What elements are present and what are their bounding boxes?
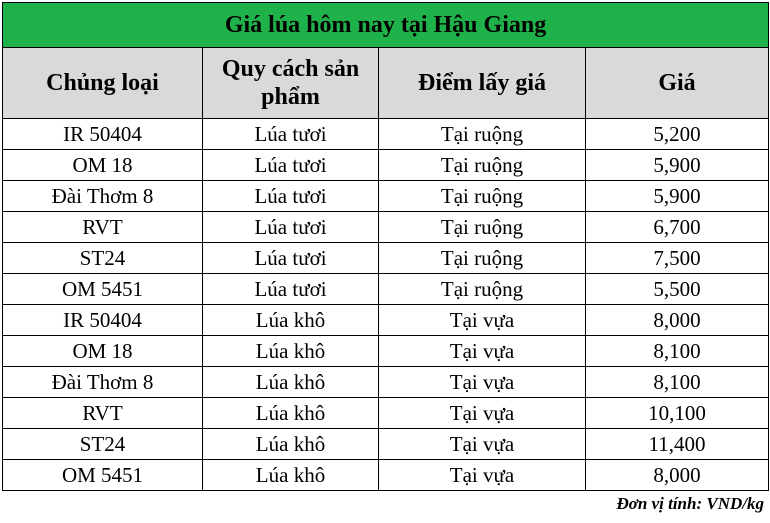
- cell-product-spec: Lúa tươi: [203, 150, 379, 181]
- cell-price: 10,100: [586, 398, 769, 429]
- cell-price-point: Tại ruộng: [379, 119, 586, 150]
- cell-price: 8,000: [586, 305, 769, 336]
- cell-product-spec: Lúa tươi: [203, 119, 379, 150]
- cell-rice-type: Đài Thơm 8: [3, 181, 203, 212]
- cell-price: 8,100: [586, 367, 769, 398]
- cell-price: 6,700: [586, 212, 769, 243]
- table-row: [3, 429, 769, 460]
- cell-price: 7,500: [586, 243, 769, 274]
- cell-rice-type: RVT: [3, 398, 203, 429]
- cell-price: 8,100: [586, 336, 769, 367]
- cell-product-spec: Lúa khô: [203, 336, 379, 367]
- cell-price-point: Tại ruộng: [379, 212, 586, 243]
- cell-product-spec: Lúa khô: [203, 367, 379, 398]
- cell-rice-type: IR 50404: [3, 305, 203, 336]
- table-row: [3, 243, 769, 274]
- column-header-price-point: Điểm lấy giá: [379, 48, 586, 119]
- cell-product-spec: Lúa tươi: [203, 274, 379, 305]
- cell-price: 5,900: [586, 181, 769, 212]
- table-row: [3, 305, 769, 336]
- column-header-spec: Quy cách sản phẩm: [203, 48, 379, 119]
- cell-price-point: Tại ruộng: [379, 150, 586, 181]
- cell-product-spec: Lúa tươi: [203, 243, 379, 274]
- cell-product-spec: Lúa tươi: [203, 212, 379, 243]
- cell-rice-type: OM 18: [3, 336, 203, 367]
- cell-price-point: Tại ruộng: [379, 243, 586, 274]
- cell-price-point: Tại vựa: [379, 460, 586, 491]
- table-row: [3, 150, 769, 181]
- column-header-type: Chủng loại: [3, 48, 203, 119]
- table-row: [3, 212, 769, 243]
- cell-product-spec: Lúa khô: [203, 398, 379, 429]
- table-row: [3, 274, 769, 305]
- title-row: [3, 3, 769, 48]
- column-header-price: Giá: [586, 48, 769, 119]
- table-title: Giá lúa hôm nay tại Hậu Giang: [3, 3, 769, 48]
- cell-price: 8,000: [586, 460, 769, 491]
- cell-rice-type: ST24: [3, 243, 203, 274]
- header-row: [3, 48, 769, 119]
- unit-note: Đơn vị tính: VND/kg: [616, 494, 764, 513]
- cell-price-point: Tại vựa: [379, 398, 586, 429]
- cell-rice-type: IR 50404: [3, 119, 203, 150]
- cell-rice-type: OM 18: [3, 150, 203, 181]
- cell-price: 11,400: [586, 429, 769, 460]
- cell-price-point: Tại vựa: [379, 336, 586, 367]
- cell-price-point: Tại vựa: [379, 305, 586, 336]
- table-row: [3, 398, 769, 429]
- cell-price-point: Tại vựa: [379, 429, 586, 460]
- rice-price-table: [2, 2, 769, 491]
- table-row: [3, 367, 769, 398]
- table-row: [3, 119, 769, 150]
- cell-price-point: Tại ruộng: [379, 181, 586, 212]
- cell-product-spec: Lúa khô: [203, 305, 379, 336]
- cell-price: 5,500: [586, 274, 769, 305]
- cell-price: 5,200: [586, 119, 769, 150]
- cell-product-spec: Lúa khô: [203, 429, 379, 460]
- cell-rice-type: OM 5451: [3, 274, 203, 305]
- table-row: [3, 336, 769, 367]
- cell-rice-type: ST24: [3, 429, 203, 460]
- cell-price: 5,900: [586, 150, 769, 181]
- cell-product-spec: Lúa khô: [203, 460, 379, 491]
- cell-product-spec: Lúa tươi: [203, 181, 379, 212]
- cell-price-point: Tại ruộng: [379, 274, 586, 305]
- cell-rice-type: Đài Thơm 8: [3, 367, 203, 398]
- table-row: [3, 460, 769, 491]
- cell-price-point: Tại vựa: [379, 367, 586, 398]
- table-body: [3, 119, 769, 491]
- table-row: [3, 181, 769, 212]
- cell-rice-type: OM 5451: [3, 460, 203, 491]
- cell-rice-type: RVT: [3, 212, 203, 243]
